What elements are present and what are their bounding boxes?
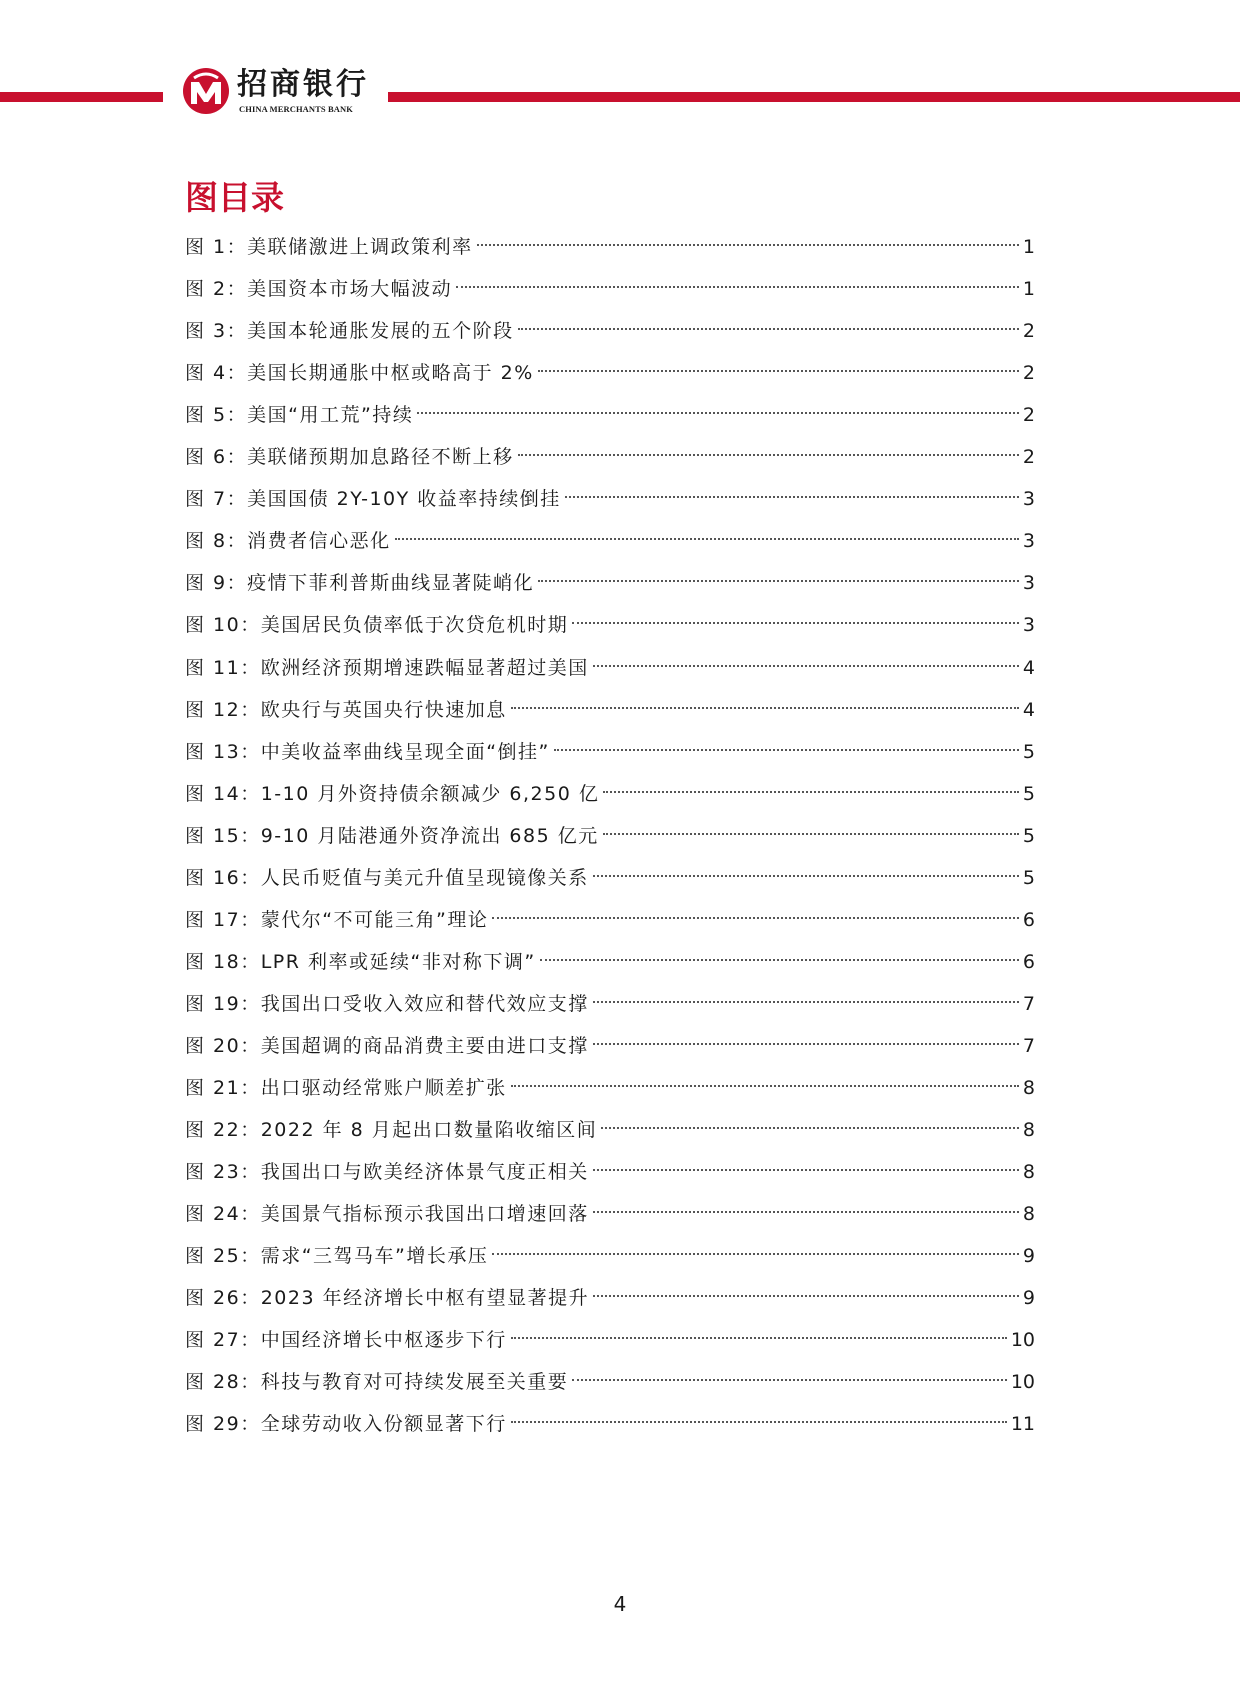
toc-dot-leader xyxy=(538,370,1019,372)
toc-entry-page: 2 xyxy=(1022,404,1035,427)
toc-entry[interactable] xyxy=(185,272,1035,308)
toc-entry-label: 图 5：美国“用工荒”持续 xyxy=(185,404,414,427)
toc-entry-label: 图 20：美国超调的商品消费主要由进口支撑 xyxy=(185,1034,589,1057)
toc-entry-label: 图 13：中美收益率曲线呈现全面“倒挂” xyxy=(185,740,550,763)
toc-entry[interactable] xyxy=(185,819,1035,855)
toc-entry[interactable] xyxy=(185,735,1035,771)
toc-entry[interactable] xyxy=(185,1197,1035,1233)
toc-entry-page: 11 xyxy=(1010,1413,1035,1436)
toc-entry-label: 图 18：LPR 利率或延续“非对称下调” xyxy=(185,950,536,973)
toc-entry-page: 2 xyxy=(1022,320,1035,343)
toc-dot-leader xyxy=(565,496,1019,498)
toc-dot-leader xyxy=(540,959,1019,961)
logo-english-name: CHINA MERCHANTS BANK xyxy=(239,104,353,114)
toc-dot-leader xyxy=(572,622,1019,624)
toc-dot-leader xyxy=(538,580,1019,582)
toc-dot-leader xyxy=(511,707,1019,709)
toc-entry-page: 6 xyxy=(1022,908,1035,931)
toc-entry-label: 图 15：9-10 月陆港通外资净流出 685 亿元 xyxy=(185,824,599,847)
toc-entry-label: 图 9：疫情下菲利普斯曲线显著陡峭化 xyxy=(185,572,535,595)
toc-dot-leader xyxy=(593,665,1019,667)
toc-entry[interactable] xyxy=(185,1239,1035,1275)
toc-dot-leader xyxy=(603,791,1019,793)
toc-entry-page: 7 xyxy=(1022,992,1035,1015)
toc-entry-page: 4 xyxy=(1022,656,1035,679)
toc-entry-page: 8 xyxy=(1022,1119,1035,1142)
toc-entry-label: 图 21：出口驱动经常账户顺差扩张 xyxy=(185,1077,507,1099)
toc-entry[interactable] xyxy=(185,314,1035,350)
toc-dot-leader xyxy=(603,833,1019,835)
toc-entry[interactable] xyxy=(185,903,1035,939)
toc-entry-page: 3 xyxy=(1022,572,1035,595)
toc-entry-page: 2 xyxy=(1022,446,1035,469)
toc-entry[interactable] xyxy=(185,230,1035,266)
bank-logo xyxy=(181,66,381,118)
toc-entry[interactable] xyxy=(185,398,1035,434)
toc-entry-label: 图 12：欧央行与英国央行快速加息 xyxy=(185,698,507,721)
toc-entry[interactable] xyxy=(185,608,1035,644)
toc-entry[interactable] xyxy=(185,987,1035,1023)
toc-dot-leader xyxy=(492,1253,1019,1255)
toc-entry[interactable] xyxy=(185,1029,1035,1065)
page-number: 4 xyxy=(613,1592,627,1616)
toc-entry-page: 8 xyxy=(1022,1161,1035,1184)
toc-entry-label: 图 17：蒙代尔“不可能三角”理论 xyxy=(185,908,489,931)
toc-entry-label: 图 28：科技与教育对可持续发展至关重要 xyxy=(185,1371,569,1394)
toc-entry-label: 图 10：美国居民负债率低于次贷危机时期 xyxy=(185,614,569,637)
toc-entry-page: 1 xyxy=(1022,278,1035,301)
toc-dot-leader xyxy=(511,1085,1019,1087)
toc-entry[interactable] xyxy=(185,1071,1035,1107)
toc-entry[interactable] xyxy=(185,1281,1035,1317)
toc-entry-label: 图 26：2023 年经济增长中枢有望显著提升 xyxy=(185,1287,590,1310)
toc-entry-page: 8 xyxy=(1022,1203,1035,1226)
toc-dot-leader xyxy=(593,1043,1019,1045)
toc-dot-leader xyxy=(492,917,1019,919)
toc-entry-label: 图 6：美联储预期加息路径不断上移 xyxy=(185,446,514,469)
toc-title: 图目录 xyxy=(185,178,284,217)
toc-entry-page: 7 xyxy=(1022,1034,1035,1057)
cmb-logo-icon xyxy=(181,66,231,116)
toc-entry-page: 5 xyxy=(1022,824,1035,847)
toc-entry[interactable] xyxy=(185,861,1035,897)
toc-entry-label: 图 27：中国经济增长中枢逐步下行 xyxy=(185,1329,507,1352)
toc-entry[interactable] xyxy=(185,945,1035,981)
toc-entry-page: 5 xyxy=(1022,782,1035,805)
toc-dot-leader xyxy=(417,412,1019,414)
toc-entry-page: 5 xyxy=(1022,740,1035,763)
toc-entry[interactable] xyxy=(185,1113,1035,1149)
toc-entry-page: 10 xyxy=(1010,1371,1035,1394)
toc-dot-leader xyxy=(518,454,1019,456)
header-rule-left xyxy=(0,92,163,102)
toc-entry-page: 5 xyxy=(1022,866,1035,889)
toc-entry[interactable] xyxy=(185,482,1035,518)
toc-entry-label: 图 3：美国本轮通胀发展的五个阶段 xyxy=(185,320,514,343)
toc-entry-label: 图 4：美国长期通胀中枢或略高于 2% xyxy=(185,362,534,385)
toc-entry-page: 3 xyxy=(1022,488,1035,511)
toc-dot-leader xyxy=(593,1001,1019,1003)
toc-dot-leader xyxy=(518,328,1019,330)
toc-dot-leader xyxy=(593,875,1019,877)
toc-dot-leader xyxy=(395,538,1019,540)
toc-entry-page: 6 xyxy=(1022,950,1035,973)
logo-chinese-name: 招商银行 xyxy=(237,67,369,102)
toc-dot-leader xyxy=(572,1379,1007,1381)
toc-entry[interactable] xyxy=(185,356,1035,392)
toc-dot-leader xyxy=(593,1295,1019,1297)
toc-entry-label: 图 2：美国资本市场大幅波动 xyxy=(185,278,453,301)
toc-entry-page: 3 xyxy=(1022,530,1035,553)
toc-entry-label: 图 19：我国出口受收入效应和替代效应支撑 xyxy=(185,992,589,1015)
toc-entry-label: 图 29：全球劳动收入份额显著下行 xyxy=(185,1413,507,1436)
toc-entry-page: 4 xyxy=(1022,698,1035,721)
toc-entry-label: 图 8：消费者信心恶化 xyxy=(185,530,391,553)
toc-entry[interactable] xyxy=(185,566,1035,602)
toc-entry-label: 图 1：美联储激进上调政策利率 xyxy=(185,236,473,258)
toc-entry[interactable] xyxy=(185,693,1035,729)
toc-entry-label: 图 11：欧洲经济预期增速跌幅显著超过美国 xyxy=(185,656,589,679)
toc-entry-page: 10 xyxy=(1010,1329,1035,1352)
toc-entry[interactable] xyxy=(185,1155,1035,1191)
toc-entry-label: 图 7：美国国债 2Y-10Y 收益率持续倒挂 xyxy=(185,488,561,511)
toc-entry-label: 图 23：我国出口与欧美经济体景气度正相关 xyxy=(185,1161,589,1184)
toc-entry[interactable] xyxy=(185,777,1035,813)
toc-dot-leader xyxy=(456,286,1019,288)
toc-entry[interactable] xyxy=(185,524,1035,560)
toc-entry-page: 3 xyxy=(1022,614,1035,637)
toc-entry-label: 图 25：需求“三驾马车”增长承压 xyxy=(185,1245,489,1268)
toc-entry-page: 8 xyxy=(1022,1077,1035,1099)
header-rule-right xyxy=(388,92,1240,102)
toc-entry-page: 2 xyxy=(1022,362,1035,385)
toc-dot-leader xyxy=(511,1421,1007,1423)
toc-dot-leader xyxy=(477,244,1019,246)
toc-entry[interactable] xyxy=(185,1365,1035,1401)
toc-dot-leader xyxy=(554,749,1019,751)
toc-entry[interactable] xyxy=(185,1323,1035,1359)
toc-dot-leader xyxy=(593,1169,1019,1171)
toc-dot-leader xyxy=(511,1337,1007,1339)
toc-dot-leader xyxy=(601,1127,1019,1129)
toc-entry-label: 图 14：1-10 月外资持债余额减少 6,250 亿 xyxy=(185,782,600,805)
toc-entry[interactable] xyxy=(185,651,1035,687)
toc-entry-label: 图 22：2022 年 8 月起出口数量陷收缩区间 xyxy=(185,1119,598,1142)
toc-entry-label: 图 24：美国景气指标预示我国出口增速回落 xyxy=(185,1203,589,1226)
toc-entry-page: 1 xyxy=(1022,236,1035,258)
toc-entry[interactable] xyxy=(185,1407,1035,1443)
toc-dot-leader xyxy=(593,1211,1019,1213)
toc-entry-page: 9 xyxy=(1022,1245,1035,1268)
toc-entry-page: 9 xyxy=(1022,1287,1035,1310)
toc-entry[interactable] xyxy=(185,440,1035,476)
toc-entry-label: 图 16：人民币贬值与美元升值呈现镜像关系 xyxy=(185,866,589,889)
